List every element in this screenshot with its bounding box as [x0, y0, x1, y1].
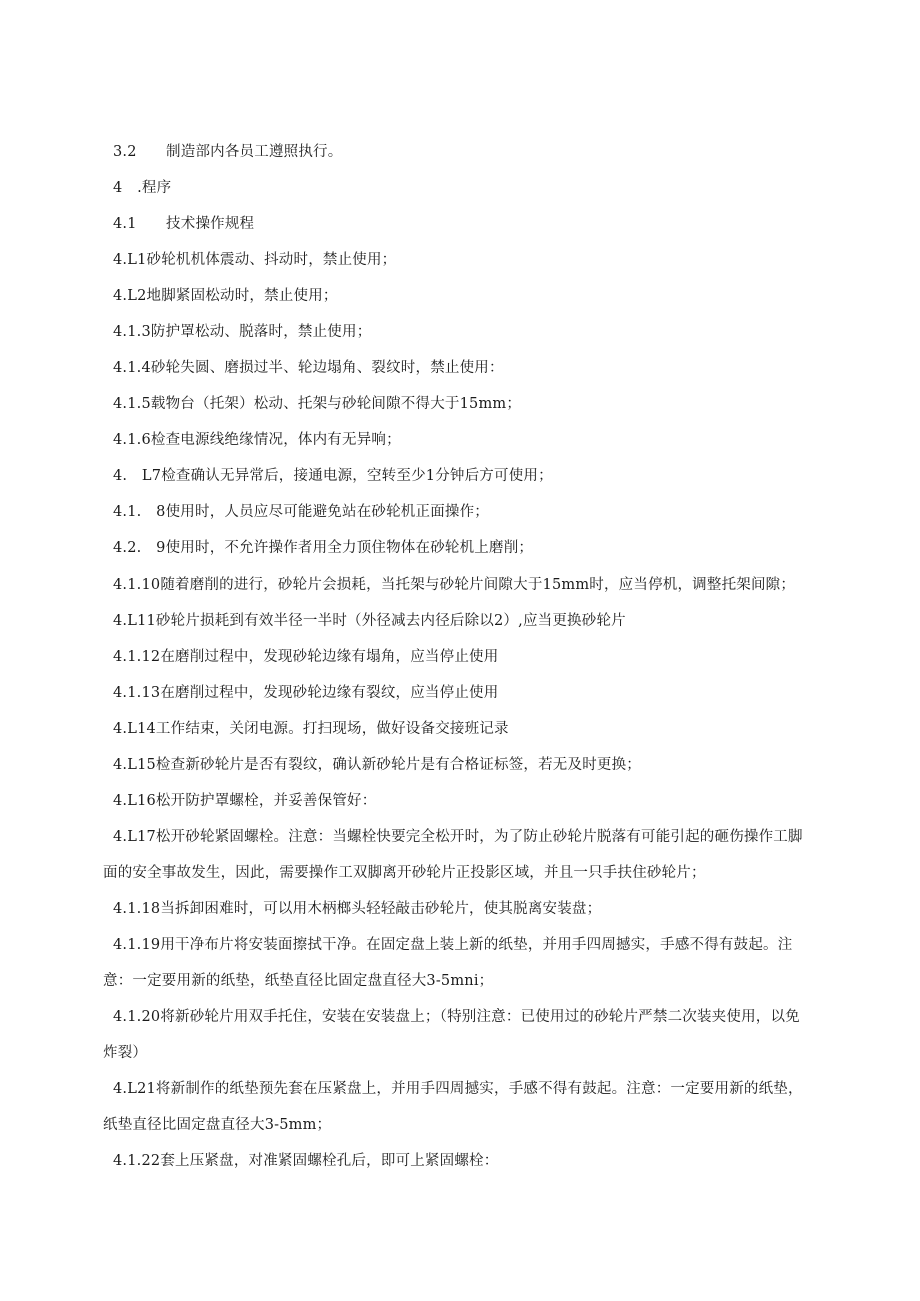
section-heading-procedure: 4 .程序: [113, 180, 172, 196]
text-line: 4.1.20将新砂轮片用双手托住，安装在安装盘上；（特别注意：已使用过的砂轮片严禁二次装夹使用，以免: [113, 1009, 800, 1025]
text-line-continuation: 纸垫直径比固定盘直径大3-5mm；: [103, 1117, 332, 1133]
text-line: 4.L2地脚紧固松动时，禁止使用；: [113, 288, 338, 304]
text-line-3-2: 3.2 制造部内各员工遵照执行。: [113, 144, 343, 160]
text-line-continuation: 面的安全事故发生，因此，需要操作工双脚离开砂轮片正投影区域，并且一只手扶住砂轮片；: [103, 865, 706, 881]
text-line: 4.L11砂轮片损耗到有效半径一半时（外径减去内径后除以2）,应当更换砂轮片: [113, 613, 626, 629]
subsection-heading-4-1: 4.1 技术操作规程: [113, 216, 255, 232]
text-line: 4.2. 9使用时，不允许操作者用全力顶住物体在砂轮机上磨削；: [113, 540, 534, 556]
text-line: 4.L17松开砂轮紧固螺栓。注意：当螺栓快要完全松开时，为了防止砂轮片脱落有可能引起的砸伤操作工脚: [113, 829, 803, 845]
text-line: 4.L1砂轮机机体震动、抖动时，禁止使用；: [113, 252, 397, 268]
text-line: 4.1.18当拆卸困难时，可以用木柄榔头轻轻敲击砂轮片，使其脱离安装盘；: [113, 901, 602, 917]
text-line: 4.1.4砂轮失圆、磨损过半、轮边塌角、裂纹时，禁止使用：: [113, 360, 504, 376]
text-line: 4.1.10随着磨削的进行，砂轮片会损耗，当托架与砂轮片间隙大于15mm时，应当停机，调整托架间隙；: [113, 577, 796, 593]
text-line: 4.1.12在磨削过程中，发现砂轮边缘有塌角，应当停止使用: [113, 649, 499, 665]
text-line: 4.1.6检查电源线绝缘情况，体内有无异响；: [113, 432, 401, 448]
text-line: 4.1.22套上压紧盘，对准紧固螺栓孔后，即可上紧固螺栓：: [113, 1153, 499, 1169]
text-line: 4.L21将新制作的纸垫预先套在压紧盘上，并用手四周撼实，手感不得有鼓起。注意：一定要用新的纸垫，: [113, 1081, 803, 1097]
text-line: 4.1.13在磨削过程中，发现砂轮边缘有裂纹，应当停止使用: [113, 685, 499, 701]
text-line: 4.1.3防护罩松动、脱落时，禁止使用；: [113, 324, 372, 340]
text-line: 4. L7检查确认无异常后，接通电源，空转至少1分钟后方可使用；: [113, 468, 553, 484]
text-line: 4.L14工作结束，关闭电源。打扫现场，做好设备交接班记录: [113, 721, 509, 737]
text-line-continuation: 炸裂）: [103, 1045, 148, 1061]
text-line: 4.1.19用干净布片将安装面擦拭干净。在固定盘上装上新的纸垫，并用手四周撼实，手感不得有鼓起。注: [113, 937, 793, 953]
text-line: 4.L16松开防护罩螺栓，并妥善保管好：: [113, 793, 377, 809]
text-line: 4.1.5载物台（托架）松动、托架与砂轮间隙不得大于15mm；: [113, 396, 522, 412]
text-line: 4.1. 8使用时，人员应尽可能避免站在砂轮机正面操作；: [113, 504, 489, 520]
text-line: 4.L15检查新砂轮片是否有裂纹，确认新砂轮片是有合格证标签，若无及时更换；: [113, 757, 642, 773]
text-line-continuation: 意：一定要用新的纸垫，纸垫直径比固定盘直径大3-5mni；: [103, 973, 494, 989]
